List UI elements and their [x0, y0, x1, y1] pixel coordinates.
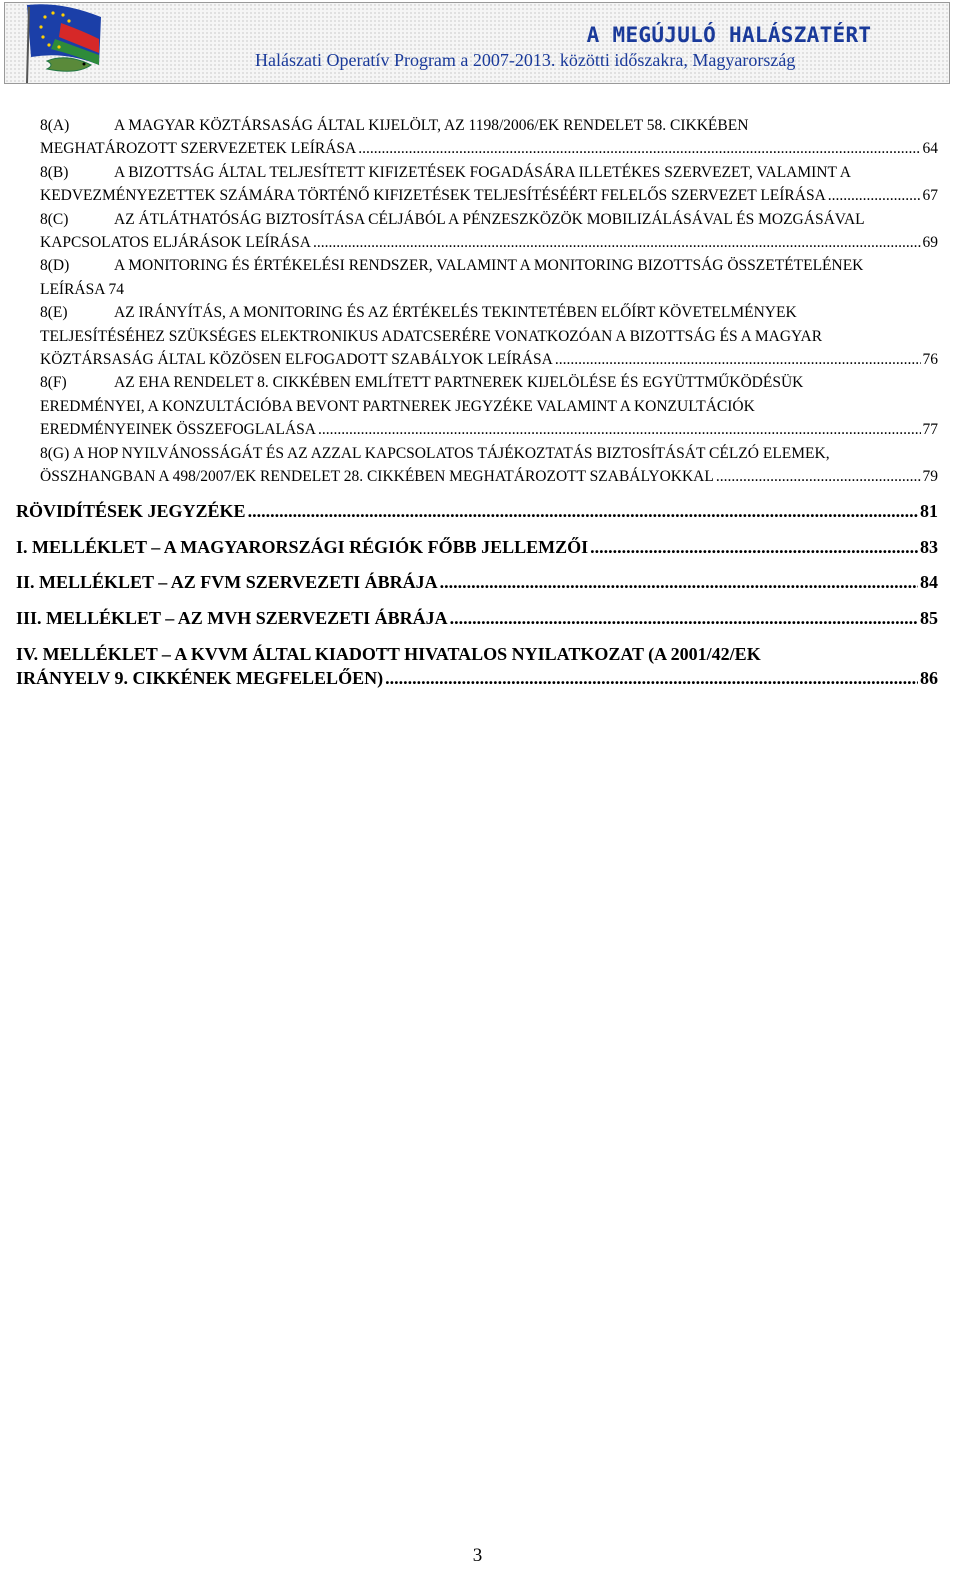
toc-main-annex-4[interactable]	[16, 643, 938, 690]
entry-title-line: MEGHATÁROZOTT SZERVEZETEK LEÍRÁSA	[40, 140, 357, 158]
entry-title-line: KAPCSOLATOS ELJÁRÁSOK LEÍRÁSA	[40, 234, 312, 252]
table-of-contents	[40, 114, 938, 489]
entry-title-line: I. MELLÉKLET – A MAGYARORSZÁGI RÉGIÓK FŐBB JELLEMZŐI	[16, 537, 589, 557]
entry-title-line: LEÍRÁSA 74	[40, 280, 124, 298]
dot-leader	[385, 667, 918, 691]
toc-entry-8g[interactable]	[40, 442, 938, 489]
page-ref: 69	[922, 234, 938, 252]
dot-leader	[716, 465, 921, 488]
page-ref: 79	[922, 468, 938, 486]
entry-title-line: A BIZOTTSÁG ÁLTAL TELJESÍTETT KIFIZETÉSEK FOGADÁSÁRA ILLETÉKES SZERVEZET, VALAMINT A	[114, 163, 851, 181]
entry-title-line: KEDVEZMÉNYEZETTEK SZÁMÁRA TÖRTÉNŐ KIFIZETÉSEK TELJESÍTÉSÉÉRT FELELŐS SZERVEZET LEÍRÁSA	[40, 187, 826, 205]
entry-title-line: TELJESÍTÉSÉHEZ SZÜKSÉGES ELEKTRONIKUS ADATCSERÉRE VONATKOZÓAN A BIZOTTSÁG ÉS A MAGYAR	[40, 327, 823, 345]
page-ref: 76	[922, 351, 938, 369]
toc-entry-8e[interactable]	[40, 301, 938, 371]
entry-number: 8(G)	[40, 444, 70, 462]
entry-title-line: AZ EHA RENDELET 8. CIKKÉBEN EMLÍTETT PARTNEREK KIJELÖLÉSE ÉS EGYÜTTMŰKÖDÉSÜK	[114, 374, 804, 392]
toc-entry-8c[interactable]	[40, 208, 938, 255]
entry-title-line: ÖSSZHANGBAN A 498/2007/EK RENDELET 28. CIKKÉBEN MEGHATÁROZOTT SZABÁLYOKKAL	[40, 468, 714, 486]
page-ref: 77	[922, 421, 938, 439]
dot-leader	[828, 184, 921, 207]
entry-title-line: A MONITORING ÉS ÉRTÉKELÉSI RENDSZER, VALAMINT A MONITORING BIZOTTSÁG ÖSSZETÉTELÉNEK	[114, 257, 864, 275]
entry-number: 8(F)	[40, 374, 67, 392]
entry-title-line: A MAGYAR KÖZTÁRSASÁG ÁLTAL KIJELÖLT, AZ 1198/2006/EK RENDELET 58. CIKKÉBEN	[114, 117, 749, 134]
page-ref: 85	[920, 608, 938, 628]
page-ref: 81	[920, 501, 938, 521]
entry-title-line: IRÁNYELV 9. CIKKÉNEK MEGFELELŐEN)	[16, 667, 384, 688]
dot-leader	[248, 500, 918, 524]
toc-main-abbreviations[interactable]	[16, 500, 938, 524]
entry-title-line: EREDMÉNYEINEK ÖSSZEFOGLALÁSA	[40, 421, 316, 439]
toc-entry-8a[interactable]	[40, 114, 938, 161]
toc-entry-8b[interactable]	[40, 161, 938, 208]
entry-title-line: AZ IRÁNYÍTÁS, A MONITORING ÉS AZ ÉRTÉKELÉS TEKINTETÉBEN ELŐÍRT KÖVETELMÉNYEK	[114, 304, 797, 322]
entry-number: 8(A)	[40, 117, 70, 134]
entry-title-line: A HOP NYILVÁNOSSÁGÁT ÉS AZ AZZAL KAPCSOLATOS TÁJÉKOZTATÁS BIZTOSÍTÁSÁT CÉLZÓ ELEMEK,	[73, 444, 830, 462]
page-header	[4, 2, 950, 84]
header-subtitle: Halászati Operatív Program a 2007-2013. közötti időszakra, Magyarország	[255, 50, 796, 70]
page-ref: 86	[920, 667, 938, 688]
toc-entry-8f[interactable]	[40, 371, 938, 441]
entry-title-line: III. MELLÉKLET – AZ MVH SZERVEZETI ÁBRÁJA	[16, 608, 448, 628]
page-ref: 83	[920, 537, 938, 557]
toc-main-annex-2[interactable]	[16, 571, 938, 595]
toc-entry-8d[interactable]	[40, 254, 938, 301]
entry-title-line: II. MELLÉKLET – AZ FVM SZERVEZETI ÁBRÁJA	[16, 572, 438, 592]
dot-leader	[555, 348, 921, 371]
header-title: A MEGÚJULÓ HALÁSZATÉRT	[586, 23, 872, 47]
entry-title-line: IV. MELLÉKLET – A KVVM ÁLTAL KIADOTT HIVATALOS NYILATKOZAT (A 2001/42/EK	[16, 644, 761, 664]
toc-main-annex-3[interactable]	[16, 607, 938, 631]
dot-leader	[440, 571, 918, 595]
page-number: 3	[472, 1545, 483, 1566]
entry-title-line: EREDMÉNYEI, A KONZULTÁCIÓBA BEVONT PARTNEREK JEGYZÉKE VALAMINT A KONZULTÁCIÓK	[40, 397, 755, 415]
entry-title-line: AZ ÁTLÁTHATÓSÁG BIZTOSÍTÁSA CÉLJÁBÓL A PÉNZESZKÖZÖK MOBILIZÁLÁSÁVAL ÉS MOZGÁSÁVAL	[114, 210, 865, 228]
page-ref: 67	[922, 187, 938, 205]
entry-number: 8(B)	[40, 163, 69, 181]
entry-number: 8(E)	[40, 304, 68, 322]
entry-number: 8(D)	[40, 257, 70, 275]
entry-title-line: KÖZTÁRSASÁG ÁLTAL KÖZÖSEN ELFOGADOTT SZABÁLYOK LEÍRÁSA	[40, 351, 553, 369]
dot-leader	[318, 418, 921, 441]
entry-number: 8(C)	[40, 210, 69, 228]
dot-leader	[313, 231, 920, 254]
page-ref: 64	[922, 140, 938, 158]
entry-title-line: RÖVIDÍTÉSEK JEGYZÉKE	[16, 501, 246, 521]
dot-leader	[450, 607, 918, 631]
page-ref: 84	[920, 572, 938, 592]
dot-leader	[590, 536, 918, 560]
eu-hungary-flag-fish-logo	[21, 3, 109, 85]
dot-leader	[358, 137, 920, 160]
toc-main-annex-1[interactable]	[16, 536, 938, 560]
